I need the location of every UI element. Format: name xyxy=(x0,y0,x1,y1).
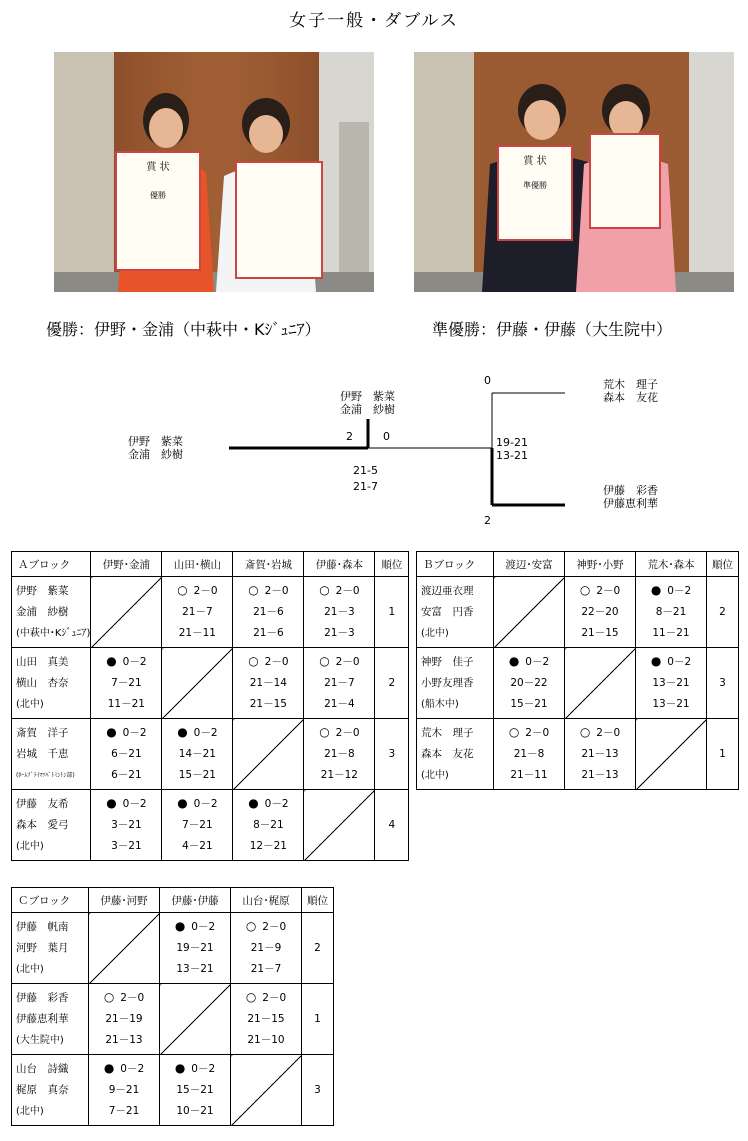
match-result xyxy=(162,722,232,744)
player-name: 伊藤恵利華 xyxy=(16,1012,69,1025)
table-row xyxy=(12,577,409,648)
match-result xyxy=(304,651,374,673)
loss-mark-icon: ● xyxy=(177,796,188,810)
match-result xyxy=(304,722,374,744)
match-score: 2－0 xyxy=(262,992,287,1004)
rank-cell: 3 xyxy=(375,719,409,790)
school-name: (船木中) xyxy=(421,698,459,710)
win-mark-icon: ○ xyxy=(579,725,591,739)
game-2-score: 21－13 xyxy=(105,1034,143,1046)
self-match-cell xyxy=(304,790,375,861)
player-name: 伊野 紫菜 xyxy=(16,584,69,597)
player-name: 横山 杏奈 xyxy=(16,676,69,689)
game-1-score: 21－8 xyxy=(513,748,545,760)
player-name: 金浦 紗樹 xyxy=(16,605,69,618)
game-1-score: 8－21 xyxy=(655,606,687,618)
self-match-cell xyxy=(91,577,162,648)
team-cell xyxy=(12,648,91,719)
result-cell xyxy=(162,719,233,790)
bracket-right-top-player-2: 森本 友花 xyxy=(603,391,658,404)
loss-mark-icon: ● xyxy=(177,725,188,739)
team-cell xyxy=(417,577,494,648)
bracket-semi-game-2: 13-21 xyxy=(496,449,528,462)
rank-cell: 4 xyxy=(375,790,409,861)
bracket-right-top-player-1: 荒木 理子 xyxy=(603,378,658,391)
result-cell xyxy=(91,790,162,861)
match-result xyxy=(233,651,303,673)
match-score: 0－2 xyxy=(193,798,218,810)
bracket-right-top-team xyxy=(603,378,658,404)
game-2-score: 21－15 xyxy=(581,627,619,639)
school-name: (北中) xyxy=(421,627,449,639)
match-score: 2－0 xyxy=(262,921,287,933)
team-cell xyxy=(12,913,89,984)
column-header: 渡辺･安富 xyxy=(494,552,565,577)
match-score: 0－2 xyxy=(667,656,692,668)
match-score: 0－2 xyxy=(525,656,550,668)
result-cell xyxy=(233,577,304,648)
game-1-score: 9－21 xyxy=(108,1084,140,1096)
match-result xyxy=(494,651,564,673)
block-name: Ｃブロック xyxy=(12,888,89,913)
game-1-score: 21－8 xyxy=(324,748,355,760)
block-a-table xyxy=(11,551,409,861)
bracket-semi-scores xyxy=(496,436,528,462)
match-score: 2－0 xyxy=(596,585,621,597)
bracket-top-player-1: 伊野 紫菜 xyxy=(340,390,395,403)
game-2-score: 11－21 xyxy=(652,627,690,639)
rank-cell: 1 xyxy=(707,719,739,790)
game-1-score: 22－20 xyxy=(581,606,619,618)
result-cell xyxy=(304,648,375,719)
rank-cell: 3 xyxy=(707,648,739,719)
game-1-score: 15－21 xyxy=(176,1084,214,1096)
result-cell xyxy=(162,790,233,861)
bracket-final-scores xyxy=(353,463,378,495)
rank-cell: 1 xyxy=(375,577,409,648)
table-row xyxy=(12,984,334,1055)
team-cell xyxy=(12,1055,89,1126)
bracket-right-bottom-player-1: 伊藤 彩香 xyxy=(603,484,658,497)
match-result xyxy=(91,722,161,744)
runner-cert-head: 賞 状 xyxy=(523,156,547,167)
game-1-score: 19－21 xyxy=(176,942,214,954)
win-mark-icon: ○ xyxy=(248,654,259,668)
game-1-score: 8－21 xyxy=(253,819,284,831)
bracket-right-bottom-player-2: 伊藤恵利華 xyxy=(603,497,658,510)
bracket-top-team xyxy=(340,390,395,416)
self-match-cell xyxy=(231,1055,302,1126)
self-match-cell xyxy=(89,913,160,984)
match-result xyxy=(565,580,635,602)
rank-header: 順位 xyxy=(375,552,409,577)
self-match-cell xyxy=(494,577,565,648)
match-score: 0－2 xyxy=(120,1063,145,1075)
school-name: (北中) xyxy=(16,840,44,852)
table-row xyxy=(417,648,739,719)
loss-mark-icon: ● xyxy=(650,654,662,668)
match-result xyxy=(91,793,161,815)
match-score: 2－0 xyxy=(264,585,289,597)
result-cell xyxy=(91,648,162,719)
match-score: 0－2 xyxy=(193,727,218,739)
game-1-score: 21－7 xyxy=(182,606,213,618)
block-c-table xyxy=(11,887,334,1126)
match-score: 0－2 xyxy=(667,585,692,597)
loss-mark-icon: ● xyxy=(174,1061,186,1075)
match-score: 2－0 xyxy=(193,585,218,597)
player-name: 山田 真美 xyxy=(16,655,69,668)
loss-mark-icon: ● xyxy=(248,796,259,810)
match-result xyxy=(91,651,161,673)
win-mark-icon: ○ xyxy=(319,654,330,668)
game-2-score: 21－11 xyxy=(178,627,216,639)
game-2-score: 3－21 xyxy=(111,840,142,852)
match-result xyxy=(231,916,301,938)
bracket-top-player-2: 金浦 紗樹 xyxy=(340,403,395,416)
runner-cert-rank: 準優勝 xyxy=(523,181,547,190)
column-header: 神野･小野 xyxy=(565,552,636,577)
win-mark-icon: ○ xyxy=(248,583,259,597)
game-2-score: 21－11 xyxy=(510,769,548,781)
table-row xyxy=(417,719,739,790)
column-header: 伊藤･森本 xyxy=(304,552,375,577)
player-name: 伊藤 帆南 xyxy=(16,920,69,933)
loss-mark-icon: ● xyxy=(650,583,662,597)
game-1-score: 7－21 xyxy=(182,819,213,831)
player-name: 梶原 真奈 xyxy=(16,1083,69,1096)
player-name: 小野友理香 xyxy=(421,676,474,689)
game-1-score: 6－21 xyxy=(111,748,142,760)
game-1-score: 3－21 xyxy=(111,819,142,831)
game-2-score: 4－21 xyxy=(182,840,213,852)
school-name: (中萩中･Kｼﾞｭﾆｱ) xyxy=(16,627,91,639)
team-cell xyxy=(417,648,494,719)
player-name: 森本 友花 xyxy=(421,747,474,760)
bracket-final-game-1: 21-5 xyxy=(353,464,378,477)
rank-cell: 2 xyxy=(707,577,739,648)
game-1-score: 20－22 xyxy=(510,677,548,689)
block-b-table xyxy=(416,551,739,790)
bracket-lines xyxy=(0,0,748,540)
rank-cell: 1 xyxy=(302,984,334,1055)
match-result xyxy=(89,987,159,1009)
game-2-score: 12－21 xyxy=(249,840,287,852)
bracket-top-score-left: 2 xyxy=(346,430,353,443)
game-2-score: 21－3 xyxy=(324,627,355,639)
match-score: 0－2 xyxy=(122,798,147,810)
table-row xyxy=(12,1055,334,1126)
loss-mark-icon: ● xyxy=(106,725,117,739)
match-result xyxy=(304,580,374,602)
player-name: 森本 愛弓 xyxy=(16,818,69,831)
game-1-score: 21－15 xyxy=(247,1013,285,1025)
rank-cell: 2 xyxy=(302,913,334,984)
match-result xyxy=(636,651,706,673)
game-2-score: 21－13 xyxy=(581,769,619,781)
block-name: Ｂブロック xyxy=(417,552,494,577)
match-score: 0－2 xyxy=(122,656,147,668)
game-2-score: 13－21 xyxy=(652,698,690,710)
team-cell xyxy=(12,790,91,861)
match-result xyxy=(494,722,564,744)
win-mark-icon: ○ xyxy=(103,990,115,1004)
win-mark-icon: ○ xyxy=(319,583,330,597)
column-header: 伊藤･伊藤 xyxy=(160,888,231,913)
winner-cert-rank: 優勝 xyxy=(150,191,166,200)
school-name: (北中) xyxy=(421,769,449,781)
page-title: 女子一般・ダブルス xyxy=(289,11,459,31)
table-row xyxy=(12,648,409,719)
loss-mark-icon: ● xyxy=(106,654,117,668)
table-row xyxy=(12,719,409,790)
game-1-score: 21－9 xyxy=(250,942,282,954)
school-name: (北中) xyxy=(16,698,44,710)
result-cell xyxy=(494,719,565,790)
bracket-left-team xyxy=(128,435,183,461)
result-cell xyxy=(304,577,375,648)
result-cell xyxy=(233,648,304,719)
block-header-row xyxy=(417,552,739,577)
result-cell xyxy=(636,648,707,719)
game-2-score: 11－21 xyxy=(107,698,145,710)
bracket-top-score-right: 0 xyxy=(383,430,390,443)
player-name: 荒木 理子 xyxy=(421,726,474,739)
rank-header: 順位 xyxy=(302,888,334,913)
game-1-score: 13－21 xyxy=(652,677,690,689)
game-1-score: 21－14 xyxy=(249,677,287,689)
column-header: 伊野･金浦 xyxy=(91,552,162,577)
loss-mark-icon: ● xyxy=(174,919,186,933)
bracket-semi-bottom: 2 xyxy=(484,514,491,527)
result-cell xyxy=(231,913,302,984)
team-cell xyxy=(12,984,89,1055)
runner-up-caption: 準優勝：伊藤・伊藤（大生院中） xyxy=(432,320,673,339)
match-result xyxy=(636,580,706,602)
game-2-score: 15－21 xyxy=(178,769,216,781)
team-cell xyxy=(12,577,91,648)
win-mark-icon: ○ xyxy=(245,990,257,1004)
match-score: 2－0 xyxy=(335,727,360,739)
self-match-cell xyxy=(233,719,304,790)
bracket-right-bottom-team xyxy=(603,484,658,510)
loss-mark-icon: ● xyxy=(508,654,520,668)
win-mark-icon: ○ xyxy=(579,583,591,597)
game-1-score: 21－3 xyxy=(324,606,355,618)
column-header: 斎賀･岩城 xyxy=(233,552,304,577)
column-header: 山田･横山 xyxy=(162,552,233,577)
loss-mark-icon: ● xyxy=(103,1061,115,1075)
match-score: 0－2 xyxy=(264,798,289,810)
bracket-final-game-2: 21-7 xyxy=(353,480,378,493)
game-1-score: 7－21 xyxy=(111,677,142,689)
result-cell xyxy=(494,648,565,719)
block-name: Ａブロック xyxy=(12,552,91,577)
game-2-score: 7－21 xyxy=(108,1105,140,1117)
column-header: 山台･梶原 xyxy=(231,888,302,913)
win-mark-icon: ○ xyxy=(177,583,188,597)
match-score: 0－2 xyxy=(191,1063,216,1075)
game-2-score: 21－15 xyxy=(249,698,287,710)
self-match-cell xyxy=(162,648,233,719)
match-result xyxy=(233,580,303,602)
column-header: 伊藤･河野 xyxy=(89,888,160,913)
self-match-cell xyxy=(565,648,636,719)
result-cell xyxy=(233,790,304,861)
game-1-score: 14－21 xyxy=(178,748,216,760)
result-cell xyxy=(636,577,707,648)
game-2-score: 21－10 xyxy=(247,1034,285,1046)
player-name: 伊藤 彩香 xyxy=(16,991,69,1004)
result-cell xyxy=(304,719,375,790)
match-result xyxy=(160,1058,230,1080)
winner-caption: 優勝：伊野・金浦（中萩中・Kｼﾞｭﾆｱ） xyxy=(46,320,321,339)
game-2-score: 21－7 xyxy=(250,963,282,975)
self-match-cell xyxy=(636,719,707,790)
win-mark-icon: ○ xyxy=(508,725,520,739)
bracket-left-player-1: 伊野 紫菜 xyxy=(128,435,183,448)
game-2-score: 21－12 xyxy=(320,769,358,781)
team-cell xyxy=(417,719,494,790)
bracket-semi-game-1: 19-21 xyxy=(496,436,528,449)
result-cell xyxy=(89,984,160,1055)
match-result xyxy=(565,722,635,744)
player-name: 斎賀 洋子 xyxy=(16,726,69,739)
result-cell xyxy=(160,913,231,984)
match-result xyxy=(160,916,230,938)
game-1-score: 21－13 xyxy=(581,748,619,760)
win-mark-icon: ○ xyxy=(245,919,257,933)
player-name: 伊藤 友希 xyxy=(16,797,69,810)
game-1-score: 21－6 xyxy=(253,606,284,618)
match-result xyxy=(162,580,232,602)
match-result xyxy=(231,987,301,1009)
match-result xyxy=(89,1058,159,1080)
win-mark-icon: ○ xyxy=(319,725,330,739)
player-name: 神野 佳子 xyxy=(421,655,474,668)
table-row xyxy=(12,913,334,984)
loss-mark-icon: ● xyxy=(106,796,117,810)
match-score: 2－0 xyxy=(525,727,550,739)
game-1-score: 21－7 xyxy=(324,677,355,689)
game-2-score: 15－21 xyxy=(510,698,548,710)
match-score: 2－0 xyxy=(335,585,360,597)
match-score: 0－2 xyxy=(191,921,216,933)
school-name: (大生院中) xyxy=(16,1034,64,1046)
winner-cert-head: 賞 状 xyxy=(146,162,170,173)
school-name: (北中) xyxy=(16,1105,44,1117)
match-score: 0－2 xyxy=(122,727,147,739)
result-cell xyxy=(565,719,636,790)
rank-cell: 3 xyxy=(302,1055,334,1126)
block-header-row xyxy=(12,888,334,913)
match-result xyxy=(233,793,303,815)
result-cell xyxy=(160,1055,231,1126)
result-cell xyxy=(565,577,636,648)
game-2-score: 10－21 xyxy=(176,1105,214,1117)
match-score: 2－0 xyxy=(596,727,621,739)
column-header: 荒木･森本 xyxy=(636,552,707,577)
result-cell xyxy=(91,719,162,790)
match-score: 2－0 xyxy=(264,656,289,668)
block-header-row xyxy=(12,552,409,577)
school-name: (北中) xyxy=(16,963,44,975)
self-match-cell xyxy=(160,984,231,1055)
table-row xyxy=(417,577,739,648)
bracket-semi-top: 0 xyxy=(484,374,491,387)
game-2-score: 21－6 xyxy=(253,627,284,639)
result-cell xyxy=(162,577,233,648)
game-2-score: 21－4 xyxy=(324,698,355,710)
result-cell xyxy=(231,984,302,1055)
player-name: 山台 詩織 xyxy=(16,1062,69,1075)
game-2-score: 13－21 xyxy=(176,963,214,975)
bracket-left-player-2: 金浦 紗樹 xyxy=(128,448,183,461)
rank-cell: 2 xyxy=(375,648,409,719)
team-cell xyxy=(12,719,91,790)
rank-header: 順位 xyxy=(707,552,739,577)
table-row xyxy=(12,790,409,861)
match-score: 2－0 xyxy=(120,992,145,1004)
game-2-score: 6－21 xyxy=(111,769,142,781)
school-name: (ﾎｰﾑﾌﾞﾗｲﾏﾂﾊﾞﾄﾐﾝﾄﾝ部) xyxy=(16,771,75,779)
player-name: 河野 葉月 xyxy=(16,941,69,954)
match-score: 2－0 xyxy=(335,656,360,668)
player-name: 岩城 千恵 xyxy=(16,747,69,760)
player-name: 渡辺亜衣理 xyxy=(421,584,474,597)
result-cell xyxy=(89,1055,160,1126)
game-1-score: 21－19 xyxy=(105,1013,143,1025)
match-result xyxy=(162,793,232,815)
player-name: 安富 円香 xyxy=(421,605,474,618)
